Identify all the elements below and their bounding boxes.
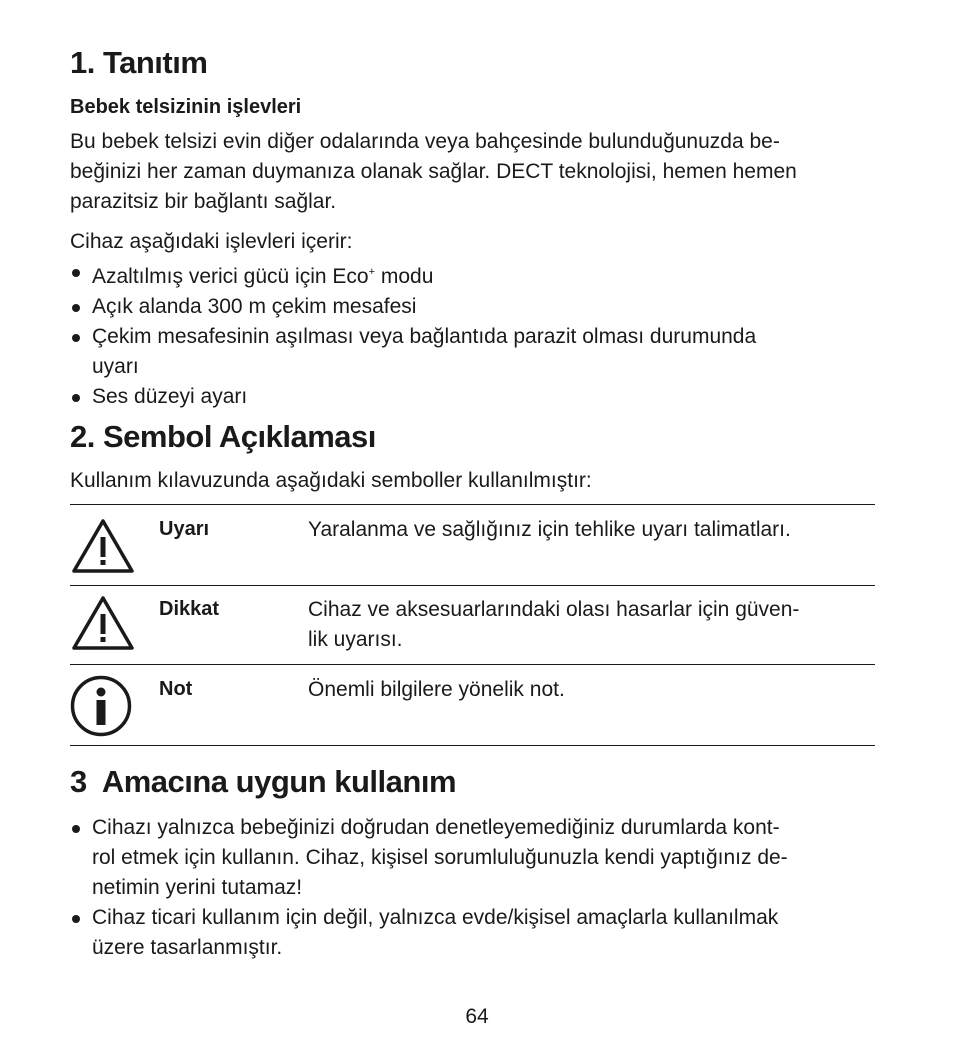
feature-list (70, 257, 875, 412)
list-item: Çekim mesafesinin aşılması veya bağlantıda parazit olması durumunda uyarı (70, 322, 875, 382)
list-item: Açık alanda 300 m çekim mesafesi (70, 292, 875, 322)
warning-triangle-icon (70, 517, 136, 580)
bullet-icon (72, 825, 80, 833)
symbol-description: Cihaz ve aksesuarlarındaki olası hasarlar için güven- lik uyarısı. (308, 598, 800, 651)
bullet-icon (72, 915, 80, 923)
bullet-icon (72, 269, 80, 277)
list-item: Azaltılmış verici gücü için Eco+ modu (70, 257, 875, 292)
para-line: Bu bebek telsizi evin diğer odalarında veya bahçesinde bulunduğunuzda be- (70, 130, 780, 153)
info-circle-icon (70, 675, 132, 742)
symbol-term: Uyarı (159, 518, 210, 540)
bullet-icon (72, 334, 80, 342)
section-3-title: 3 Amacına uygun kullanım (70, 764, 457, 799)
warning-triangle-icon (70, 594, 136, 657)
list-item: Cihazı yalnızca bebeğinizi doğrudan denetleyemediğiniz durumlarda kont- rol etmek için kullanın. Cihaz, kişisel sorumluluğunuzla kendi yaptığınız de- netimin yerini tutamaz! (70, 813, 875, 903)
symbol-term: Not (159, 678, 193, 700)
para-line: parazitsiz bir bağlantı sağlar. (70, 190, 337, 213)
bullet-icon (72, 304, 80, 312)
section-1-subtitle: Bebek telsizinin işlevleri (70, 96, 302, 118)
table-row (70, 585, 875, 664)
section-1-paragraph (70, 127, 875, 217)
list-item: Ses düzeyi ayarı (70, 382, 875, 412)
symbol-term: Dikkat (159, 598, 220, 620)
table-row (70, 504, 875, 585)
section-2-title: 2. Sembol Açıklaması (70, 419, 376, 454)
section-2-intro: Kullanım kılavuzunda aşağıdaki semboller kullanılmıştır: (70, 469, 592, 492)
symbol-description: Önemli bilgilere yönelik not. (308, 678, 565, 701)
symbol-description: Yaralanma ve sağlığınız için tehlike uyarı talimatları. (308, 518, 791, 541)
page-number: 64 (465, 1005, 489, 1028)
symbol-table (70, 504, 875, 746)
section-1-title: 1. Tanıtım (70, 45, 208, 80)
para-line: beğinizi her zaman duymanıza olanak sağlar. DECT teknolojisi, hemen hemen (70, 160, 797, 183)
table-row (70, 664, 875, 746)
usage-list (70, 813, 875, 963)
bullet-icon (72, 394, 80, 402)
plus-superscript: + (368, 266, 376, 278)
list-item: Cihaz ticari kullanım için değil, yalnızca evde/kişisel amaçlarla kullanılmak üzere tasarlanmıştır. (70, 903, 875, 963)
section-1-intro: Cihaz aşağıdaki işlevleri içerir: (70, 230, 353, 253)
